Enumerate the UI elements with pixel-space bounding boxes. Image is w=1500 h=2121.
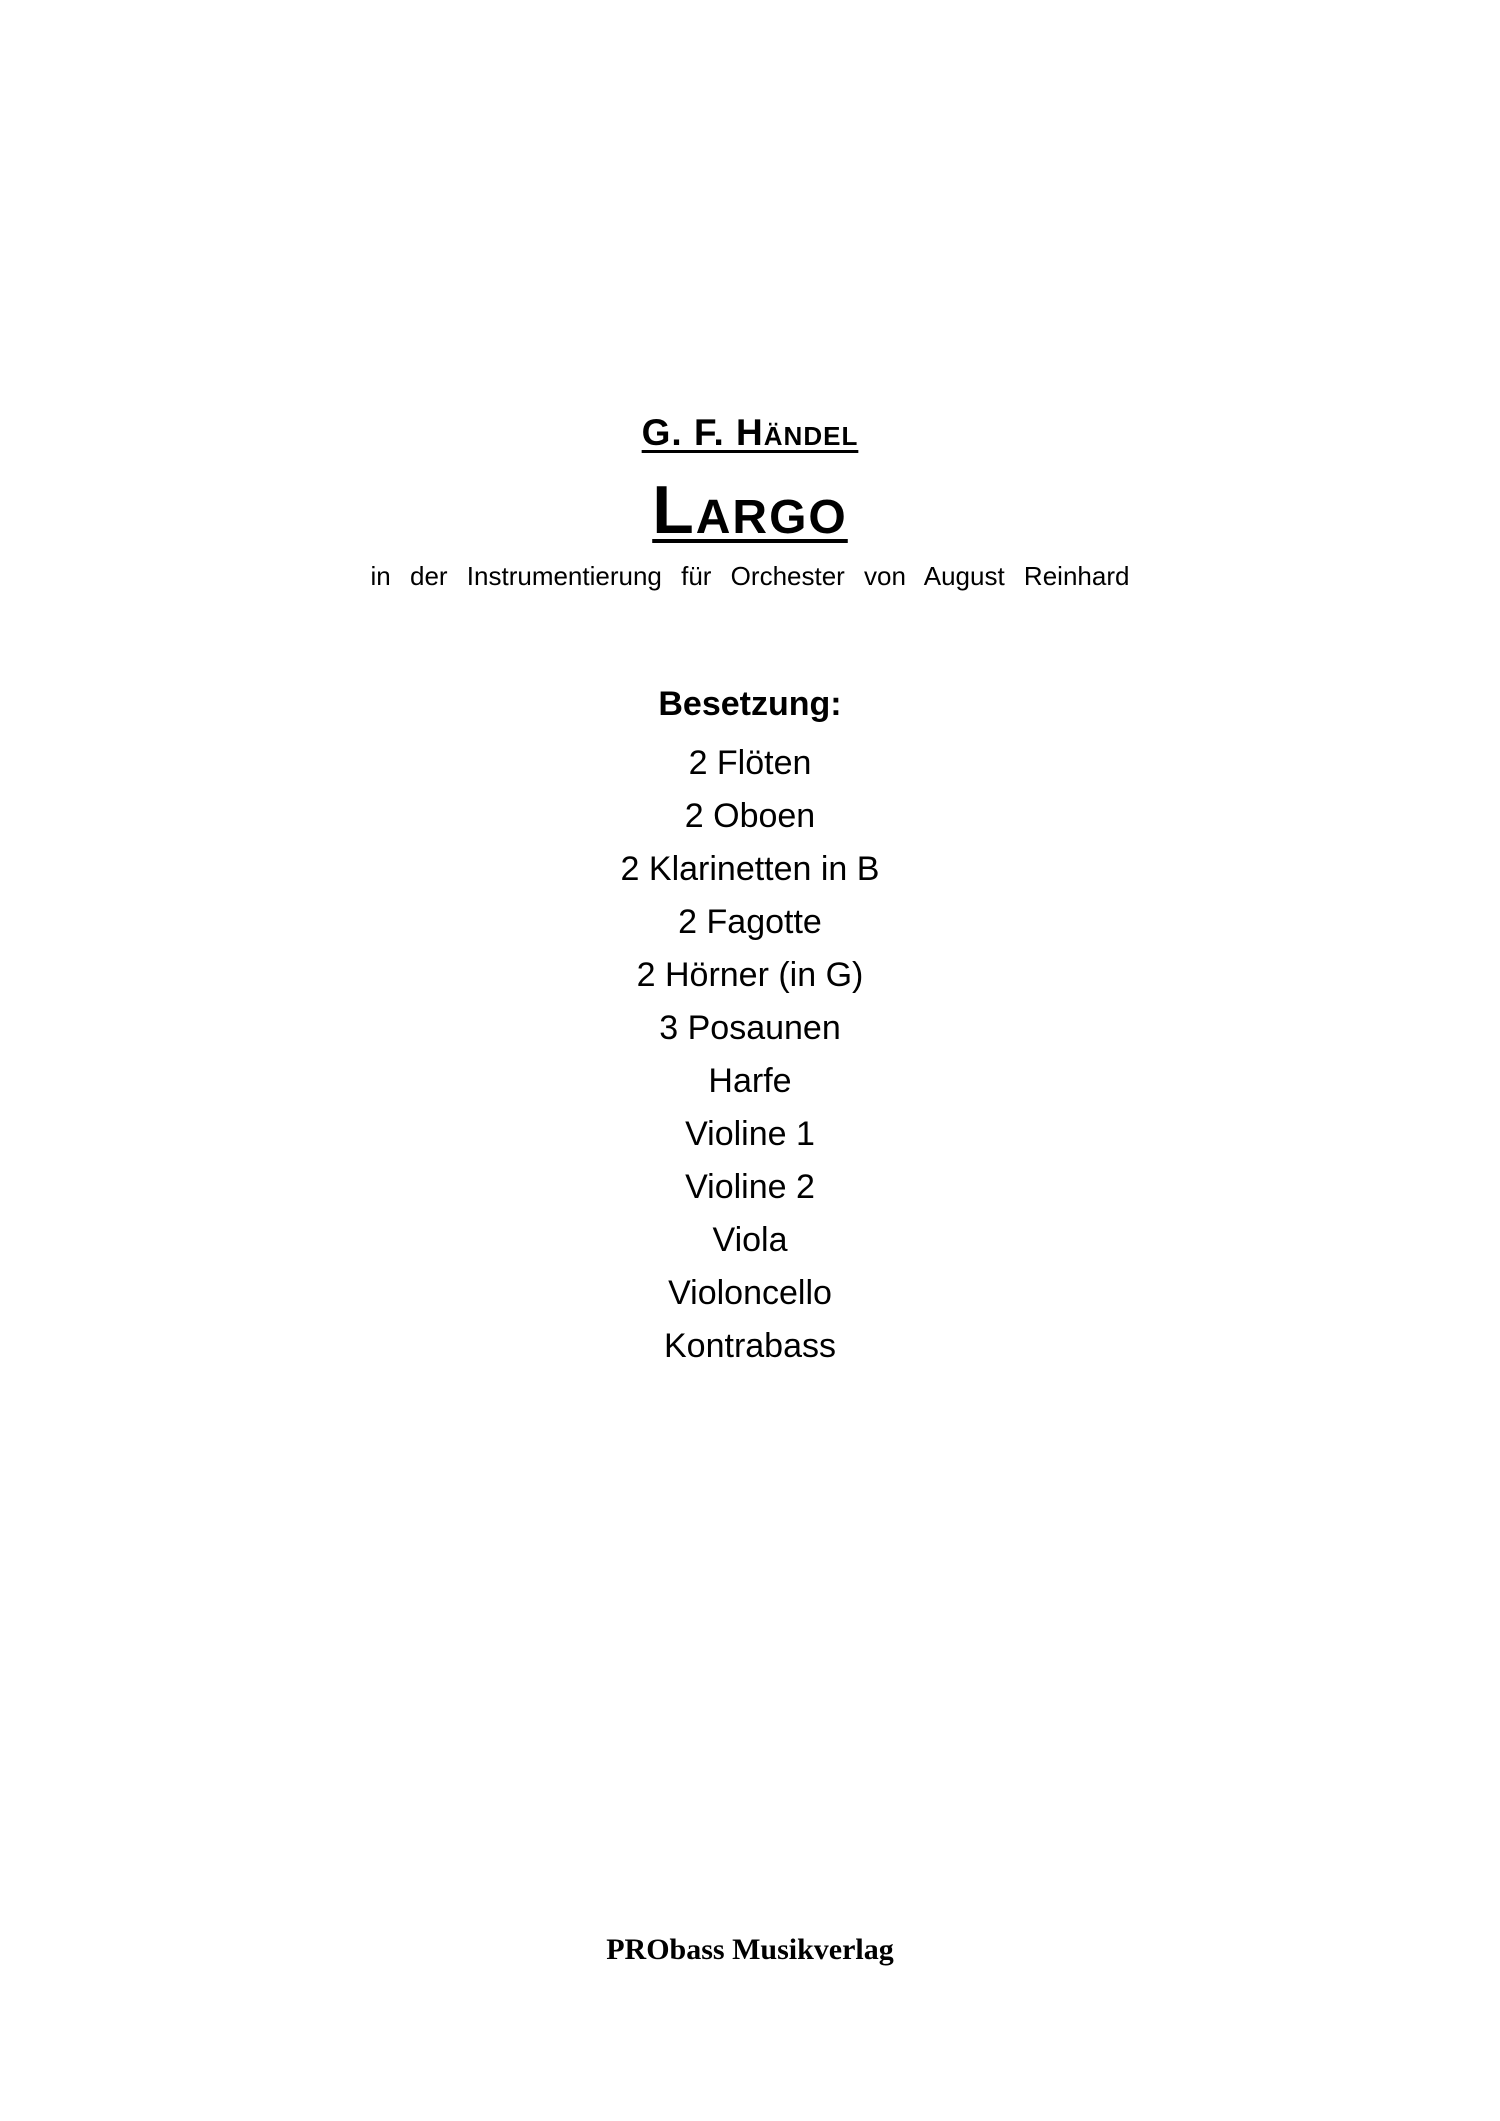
instrument-item: Violoncello — [668, 1274, 832, 1312]
instrument-item: Kontrabass — [664, 1327, 836, 1365]
scoring-heading: Besetzung: — [658, 685, 842, 723]
orchestration-subtitle: in der Instrumentierung für Orchester von August Reinhard — [370, 561, 1130, 591]
instrument-item: 2 Fagotte — [678, 903, 822, 941]
composer-name-text: G. F. Händel — [641, 412, 859, 453]
instrument-item: 2 Oboen — [684, 797, 816, 835]
composer-name — [0, 410, 1500, 456]
instrument-item: 3 Posaunen — [659, 1009, 841, 1047]
instrument-item: 2 Klarinetten in B — [620, 850, 880, 888]
piece-title-text: Largo — [652, 472, 848, 548]
instrument-item: Violine 2 — [685, 1168, 815, 1206]
instrument-item: Violine 1 — [685, 1115, 815, 1153]
instrument-list — [0, 737, 1500, 1373]
instrument-item: 2 Flöten — [688, 744, 812, 782]
instrument-item: Viola — [712, 1221, 788, 1259]
instrument-item: Harfe — [708, 1062, 792, 1100]
publisher-name: PRObass Musikverlag — [606, 1933, 894, 1966]
piece-title — [0, 470, 1500, 550]
instrument-item: 2 Hörner (in G) — [636, 956, 864, 994]
